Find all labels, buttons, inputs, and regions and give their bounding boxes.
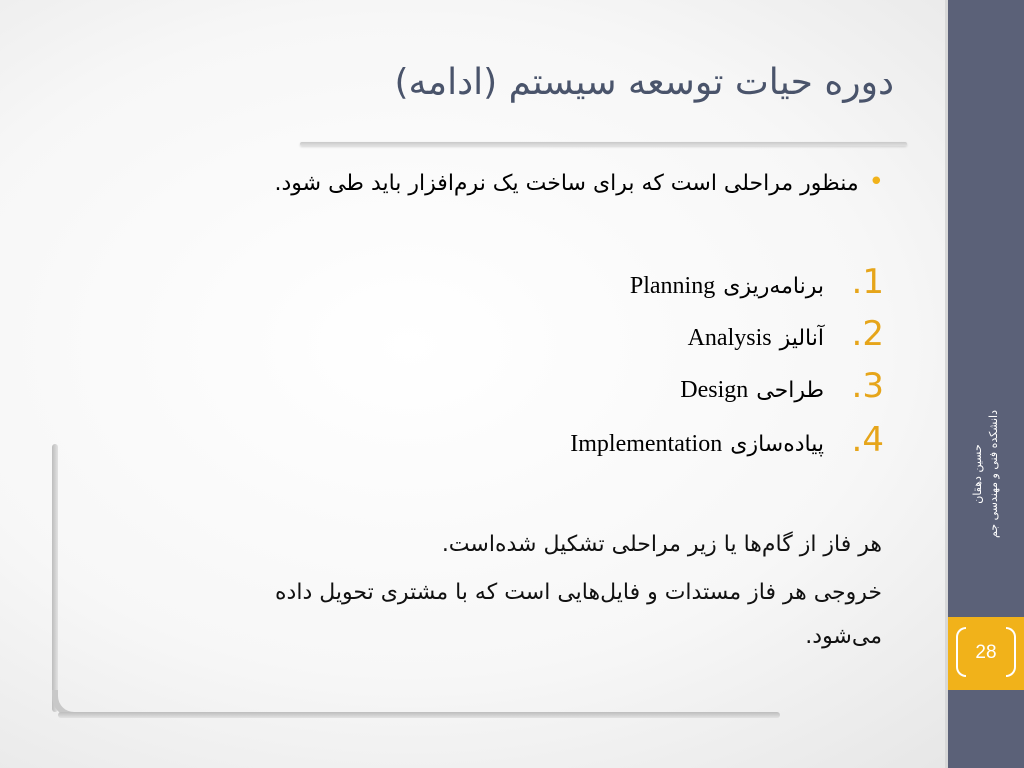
step-label-fa: آنالیز: [779, 326, 824, 351]
intro-bullet: [275, 167, 884, 197]
step-item: [570, 420, 884, 460]
step-number: 2.: [851, 314, 884, 354]
paragraph-phases: هر فاز از گام‌ها یا زیر مراحلی تشکیل شده‌است.: [441, 532, 882, 557]
page-number: 28: [975, 642, 997, 663]
step-number: 4.: [851, 420, 884, 460]
step-number: 3.: [851, 366, 884, 406]
step-item: [630, 262, 884, 302]
step-number: 1.: [851, 262, 884, 302]
page-number-box: [948, 617, 1024, 690]
sidebar-footer-text: [970, 324, 1002, 624]
step-label-en: Analysis: [687, 325, 772, 351]
author-name: حسین دهقان: [971, 444, 984, 504]
frame-bottom-line: [58, 712, 780, 718]
step-label-fa: پیاده‌سازی: [730, 432, 824, 457]
title-underline: [300, 142, 907, 146]
step-label-en: Implementation: [570, 431, 723, 457]
step-item: [680, 366, 884, 406]
step-label-fa: طراحی: [756, 378, 824, 403]
faculty-name: دانشکده فنی و مهندسی جم: [987, 409, 1000, 539]
slide-title: دوره حیات توسعه سیستم (ادامه): [394, 62, 894, 103]
intro-bullet-text: منظور مراحلی است که برای ساخت یک نرم‌افزار باید طی شود.: [274, 171, 859, 196]
frame-left-line: [52, 444, 58, 712]
bullet-dot-icon: •: [868, 167, 884, 197]
step-label-en: Design: [680, 377, 749, 403]
paragraph-output-line2: می‌شود.: [805, 624, 882, 649]
step-label-en: Planning: [629, 273, 716, 299]
step-item: [688, 314, 884, 354]
step-label-fa: برنامه‌ریزی: [723, 274, 824, 299]
paragraph-output-line1: خروجی هر فاز مستدات و فایل‌هایی است که با مشتری تحویل داده: [275, 580, 882, 605]
